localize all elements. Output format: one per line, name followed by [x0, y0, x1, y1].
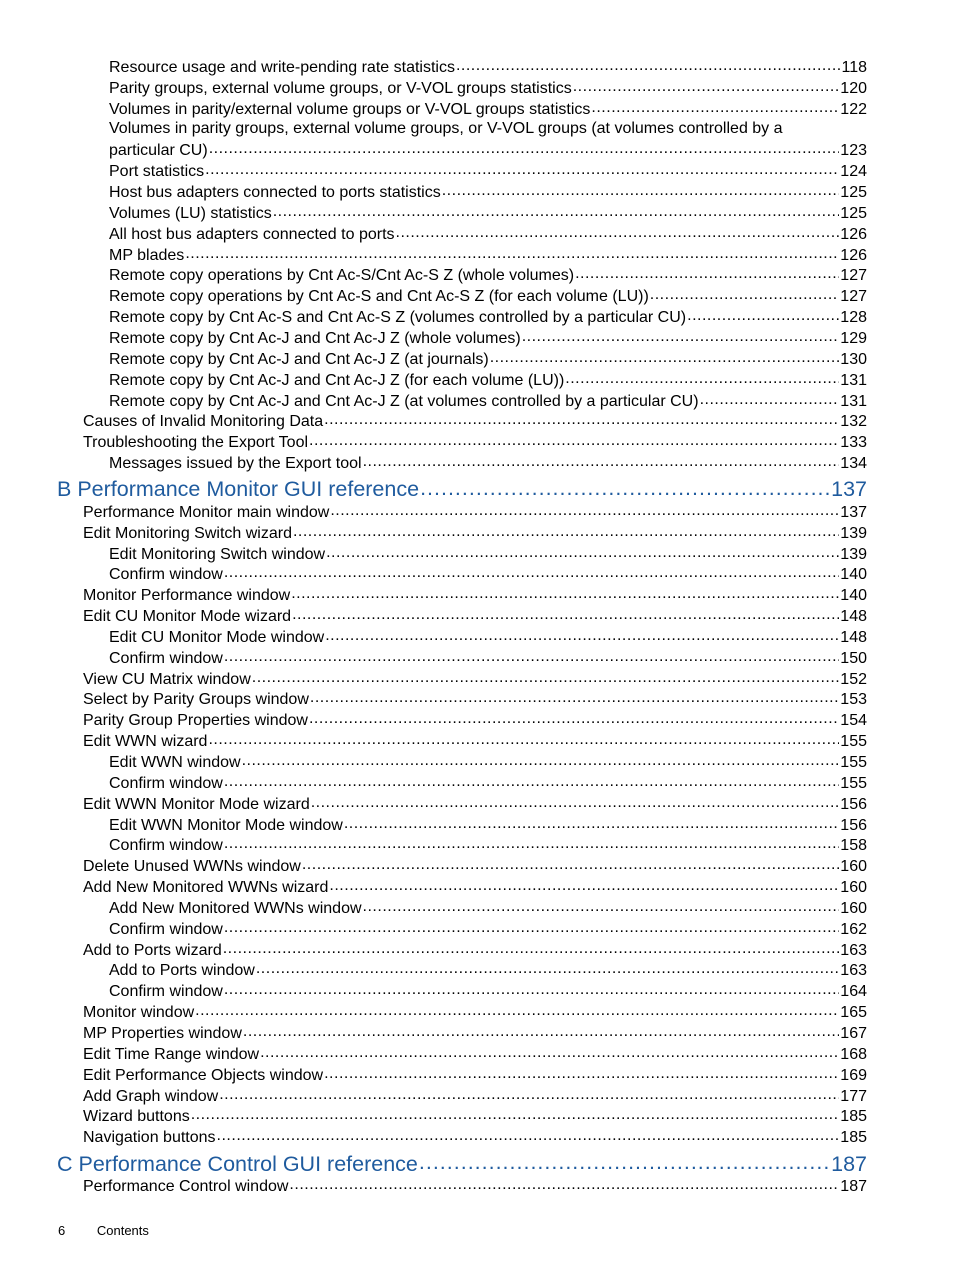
- toc-entry-title: Parity Group Properties window: [83, 712, 308, 730]
- toc-entry-title: Host bus adapters connected to ports statistics: [109, 184, 441, 202]
- toc-page-number: 131: [840, 392, 867, 410]
- dot-leader: [209, 139, 840, 155]
- toc-page-number: 187: [840, 1178, 867, 1196]
- dot-leader: [573, 77, 840, 93]
- dot-leader: [224, 918, 839, 934]
- toc-entry[interactable]: [83, 1064, 867, 1085]
- toc-entry[interactable]: [109, 543, 867, 564]
- toc-entry-title: particular CU): [109, 142, 208, 160]
- dot-leader: [256, 959, 839, 975]
- dot-leader: [293, 522, 839, 538]
- toc-entry[interactable]: [109, 223, 867, 244]
- dot-leader: [243, 1022, 839, 1038]
- toc-entry-title: Port statistics: [109, 163, 205, 181]
- dot-leader: [565, 369, 839, 385]
- toc-entry[interactable]: [83, 939, 867, 960]
- dot-leader: [292, 605, 839, 621]
- toc-entry-title: C Performance Control GUI reference: [57, 1151, 418, 1176]
- toc-entry[interactable]: [83, 1085, 867, 1106]
- toc-page-number: 140: [840, 587, 867, 605]
- toc-page-number: 139: [840, 545, 867, 563]
- toc-chapter-entry[interactable]: [57, 1149, 867, 1175]
- toc-entry[interactable]: [83, 876, 867, 897]
- toc-entry-title: Confirm window: [109, 837, 223, 855]
- toc-page-number: 156: [840, 795, 867, 813]
- toc-entry[interactable]: [109, 918, 867, 939]
- dot-leader: [309, 709, 839, 725]
- footer-page-number: 6: [58, 1223, 66, 1238]
- toc-entry-title: Monitor window: [83, 1004, 195, 1022]
- toc-entry[interactable]: [83, 1105, 867, 1126]
- toc-entry-title: Messages issued by the Export tool: [109, 455, 362, 473]
- toc-page-number: 137: [831, 477, 867, 502]
- dot-leader: [273, 202, 840, 218]
- toc-entry-title: Edit WWN wizard: [83, 733, 208, 751]
- toc-entry-title: Remote copy by Cnt Ac-S and Cnt Ac-S Z (volumes controlled by a particular CU): [109, 309, 687, 327]
- dot-leader: [205, 160, 839, 176]
- dot-leader: [224, 834, 839, 850]
- toc-chapter-entry[interactable]: [57, 475, 867, 501]
- toc-entry-title: Remote copy by Cnt Ac-J and Cnt Ac-J Z (at volumes controlled by a particular CU): [109, 392, 699, 410]
- toc-page-number: 150: [840, 649, 867, 667]
- toc-entry[interactable]: [109, 980, 867, 1001]
- toc-page-number: 155: [840, 754, 867, 771]
- dot-leader: [224, 980, 839, 996]
- toc-entry[interactable]: [109, 959, 867, 980]
- toc-entry-title: Select by Parity Groups window: [83, 691, 309, 709]
- toc-entry[interactable]: [109, 452, 867, 473]
- toc-entry[interactable]: [83, 793, 867, 814]
- dot-leader: [208, 730, 839, 746]
- toc-page-number: 137: [840, 503, 867, 521]
- toc-entry[interactable]: [109, 369, 867, 390]
- toc-entry[interactable]: [83, 431, 867, 452]
- toc-entry[interactable]: [83, 1043, 867, 1064]
- toc-page-number: 133: [840, 434, 867, 452]
- toc-entry-title: Add to Ports window: [109, 962, 255, 980]
- dot-leader: [260, 1043, 839, 1059]
- dot-leader: [310, 688, 839, 704]
- toc-entry-title: Confirm window: [109, 774, 223, 792]
- dot-leader: [217, 1126, 840, 1142]
- table-of-contents: [0, 56, 954, 1196]
- toc-page-number: 185: [840, 1108, 867, 1126]
- toc-entry-title: Add New Monitored WWNs window: [109, 899, 362, 917]
- toc-entry-title: Monitor Performance window: [83, 587, 291, 605]
- toc-entry[interactable]: [83, 522, 867, 543]
- dot-leader: [289, 1175, 839, 1191]
- toc-entry[interactable]: [109, 160, 867, 181]
- dot-leader: [324, 1064, 839, 1080]
- toc-entry[interactable]: [109, 56, 867, 77]
- toc-entry[interactable]: [109, 772, 867, 793]
- page-footer: [58, 1223, 177, 1238]
- dot-leader: [302, 855, 839, 871]
- dot-leader: [195, 1001, 839, 1017]
- dot-leader: [219, 1085, 839, 1101]
- toc-entry[interactable]: [109, 348, 867, 369]
- toc-page-number: 187: [831, 1151, 867, 1176]
- toc-entry[interactable]: [109, 834, 867, 855]
- toc-entry-title: MP Properties window: [83, 1024, 242, 1042]
- toc-entry-title: Navigation buttons: [83, 1129, 216, 1147]
- toc-entry-title: MP blades: [109, 246, 185, 264]
- toc-entry-title: Wizard buttons: [83, 1108, 190, 1126]
- toc-page-number: 165: [840, 1004, 867, 1022]
- toc-entry-title: Edit Monitoring Switch window: [109, 545, 326, 563]
- toc-entry[interactable]: [83, 1022, 867, 1043]
- toc-entry-title: Remote copy by Cnt Ac-J and Cnt Ac-J Z (at journals): [109, 350, 489, 368]
- toc-page-number: 158: [840, 837, 867, 855]
- toc-page-number: 163: [840, 941, 867, 959]
- toc-page-number: 152: [840, 670, 867, 688]
- toc-entry-title: View CU Matrix window: [83, 670, 251, 688]
- toc-page-number: 132: [840, 413, 867, 431]
- toc-entry[interactable]: [109, 751, 867, 772]
- toc-entry-title: Parity groups, external volume groups, or V-VOL groups statistics: [109, 79, 572, 97]
- toc-entry[interactable]: [109, 202, 867, 223]
- toc-entry[interactable]: [83, 709, 867, 730]
- toc-page-number: 128: [840, 309, 867, 327]
- toc-entry-title: Edit CU Monitor Mode wizard: [83, 608, 292, 626]
- toc-entry-title: Delete Unused WWNs window: [83, 858, 301, 876]
- footer-section-label: Contents: [96, 1223, 149, 1238]
- toc-page-number: 155: [840, 733, 867, 751]
- toc-page-number: 148: [840, 608, 867, 626]
- dot-leader: [325, 626, 839, 642]
- dot-leader: [456, 56, 841, 72]
- toc-entry-title: Remote copy by Cnt Ac-J and Cnt Ac-J Z (for each volume (LU)): [109, 371, 565, 389]
- dot-leader: [324, 410, 839, 426]
- dot-leader: [252, 668, 840, 684]
- dot-leader: [329, 876, 839, 892]
- toc-entry-title: Performance Monitor main window: [83, 503, 330, 521]
- toc-entry[interactable]: [83, 1001, 867, 1022]
- toc-entry-title: Causes of Invalid Monitoring Data: [83, 413, 324, 431]
- toc-page-number: 134: [840, 455, 867, 473]
- toc-page-number: 160: [840, 879, 867, 897]
- toc-page-number: 120: [840, 79, 867, 97]
- toc-entry[interactable]: [109, 897, 867, 918]
- toc-page-number: 126: [840, 225, 867, 243]
- toc-entry-title: Performance Control window: [83, 1178, 289, 1196]
- toc-page-number: 125: [840, 204, 867, 222]
- dot-leader: [700, 390, 840, 406]
- toc-entry[interactable]: [83, 501, 867, 522]
- toc-page-number: 118: [841, 59, 867, 76]
- toc-page-number: 126: [840, 246, 867, 264]
- toc-page-number: 148: [840, 628, 867, 646]
- dot-leader: [575, 264, 839, 280]
- dot-leader: [650, 285, 840, 301]
- dot-leader: [522, 327, 840, 343]
- toc-entry-title: Edit CU Monitor Mode window: [109, 628, 325, 646]
- toc-entry[interactable]: [109, 814, 867, 835]
- toc-page-number: 140: [840, 566, 867, 584]
- toc-entry[interactable]: [109, 77, 867, 98]
- dot-leader: [291, 584, 839, 600]
- toc-entry[interactable]: [83, 605, 867, 626]
- toc-entry[interactable]: [83, 1175, 867, 1196]
- toc-page-number: 163: [840, 962, 867, 980]
- dot-leader: [363, 452, 840, 468]
- toc-entry-title: Remote copy by Cnt Ac-J and Cnt Ac-J Z (whole volumes): [109, 329, 521, 347]
- toc-entry[interactable]: [83, 1126, 867, 1147]
- toc-entry-title: Edit WWN Monitor Mode wizard: [83, 795, 310, 813]
- toc-entry[interactable]: [109, 181, 867, 202]
- dot-leader: [191, 1105, 840, 1121]
- toc-page-number: 154: [840, 712, 867, 730]
- dot-leader: [242, 751, 840, 767]
- dot-leader: [224, 772, 839, 788]
- dot-leader: [224, 563, 839, 579]
- toc-page-number: 160: [840, 858, 867, 876]
- toc-entry-wrapped-line: Volumes in parity groups, external volume groups, or V-VOL groups (at volumes controlled by a: [109, 119, 783, 137]
- toc-entry[interactable]: [109, 626, 867, 647]
- toc-page-number: 185: [840, 1129, 867, 1147]
- toc-entry-title: Confirm window: [109, 649, 223, 667]
- toc-entry-title: Edit WWN window: [109, 754, 241, 771]
- dot-leader: [311, 793, 840, 809]
- toc-page-number: 164: [840, 983, 867, 1001]
- toc-page-number: 125: [840, 184, 867, 202]
- toc-entry[interactable]: [83, 668, 867, 689]
- toc-entry-title: Edit Time Range window: [83, 1045, 260, 1063]
- dot-leader: [223, 939, 840, 955]
- toc-entry[interactable]: [109, 647, 867, 668]
- toc-page-number: 168: [840, 1045, 867, 1063]
- toc-page-number: 127: [840, 267, 867, 285]
- toc-entry[interactable]: [109, 327, 867, 348]
- toc-entry[interactable]: [109, 390, 867, 411]
- dot-leader: [419, 1149, 830, 1171]
- toc-entry[interactable]: [83, 730, 867, 751]
- toc-page-number: 130: [840, 350, 867, 368]
- toc-entry[interactable]: [83, 688, 867, 709]
- toc-entry-title: Add New Monitored WWNs wizard: [83, 879, 329, 897]
- toc-page-number: 156: [840, 816, 867, 834]
- toc-entry-title: All host bus adapters connected to ports: [109, 225, 395, 243]
- dot-leader: [396, 223, 840, 239]
- dot-leader: [309, 431, 839, 447]
- toc-page-number: 167: [840, 1024, 867, 1042]
- toc-entry-title: Remote copy operations by Cnt Ac-S and Cnt Ac-S Z (for each volume (LU)): [109, 288, 649, 306]
- toc-page-number: 177: [840, 1087, 867, 1105]
- dot-leader: [344, 814, 839, 830]
- dot-leader: [591, 98, 839, 114]
- toc-entry-title: Volumes (LU) statistics: [109, 204, 272, 222]
- toc-entry-title: Volumes in parity/external volume groups or V-VOL groups statistics: [109, 100, 591, 118]
- toc-page-number: 127: [840, 288, 867, 306]
- toc-entry[interactable]: [83, 855, 867, 876]
- toc-entry[interactable]: [83, 410, 867, 431]
- toc-entry[interactable]: [83, 584, 867, 605]
- toc-entry[interactable]: [109, 285, 867, 306]
- toc-entry-title: Edit Monitoring Switch wizard: [83, 524, 292, 542]
- dot-leader: [687, 306, 839, 322]
- dot-leader: [363, 897, 840, 913]
- toc-entry[interactable]: [109, 139, 867, 160]
- toc-entry-title: Resource usage and write-pending rate statistics: [109, 59, 455, 76]
- dot-leader: [442, 181, 840, 197]
- toc-entry-title: Add to Ports wizard: [83, 941, 222, 959]
- toc-entry[interactable]: [109, 306, 867, 327]
- toc-entry-title: Troubleshooting the Export Tool: [83, 434, 309, 452]
- toc-entry-title: Confirm window: [109, 566, 223, 584]
- toc-page-number: 131: [840, 371, 867, 389]
- toc-page-number: 155: [840, 774, 867, 792]
- toc-page-number: 169: [840, 1066, 867, 1084]
- toc-page-number: 123: [840, 142, 867, 160]
- dot-leader: [490, 348, 840, 364]
- dot-leader: [224, 647, 839, 663]
- toc-entry[interactable]: [109, 244, 867, 265]
- toc-entry-title: Add Graph window: [83, 1087, 219, 1105]
- dot-leader: [420, 475, 830, 497]
- toc-entry-title: Remote copy operations by Cnt Ac-S/Cnt Ac-S Z (whole volumes): [109, 267, 575, 285]
- toc-entry-title: Edit WWN Monitor Mode window: [109, 816, 343, 834]
- dot-leader: [326, 543, 839, 559]
- toc-entry[interactable]: [109, 98, 867, 119]
- toc-entry-title: Confirm window: [109, 983, 223, 1001]
- toc-page-number: 122: [840, 100, 867, 118]
- toc-entry-title: Edit Performance Objects window: [83, 1066, 324, 1084]
- toc-entry[interactable]: [109, 264, 867, 285]
- dot-leader: [330, 501, 839, 517]
- toc-page-number: 153: [840, 691, 867, 709]
- dot-leader: [185, 244, 839, 260]
- toc-page-number: 160: [840, 899, 867, 917]
- toc-page-number: 139: [840, 524, 867, 542]
- toc-entry-title: Confirm window: [109, 920, 223, 938]
- toc-page-number: 124: [840, 163, 867, 181]
- toc-page-number: 129: [840, 329, 867, 347]
- toc-entry[interactable]: [109, 563, 867, 584]
- toc-page-number: 162: [840, 920, 867, 938]
- toc-entry-title: B Performance Monitor GUI reference: [57, 477, 420, 502]
